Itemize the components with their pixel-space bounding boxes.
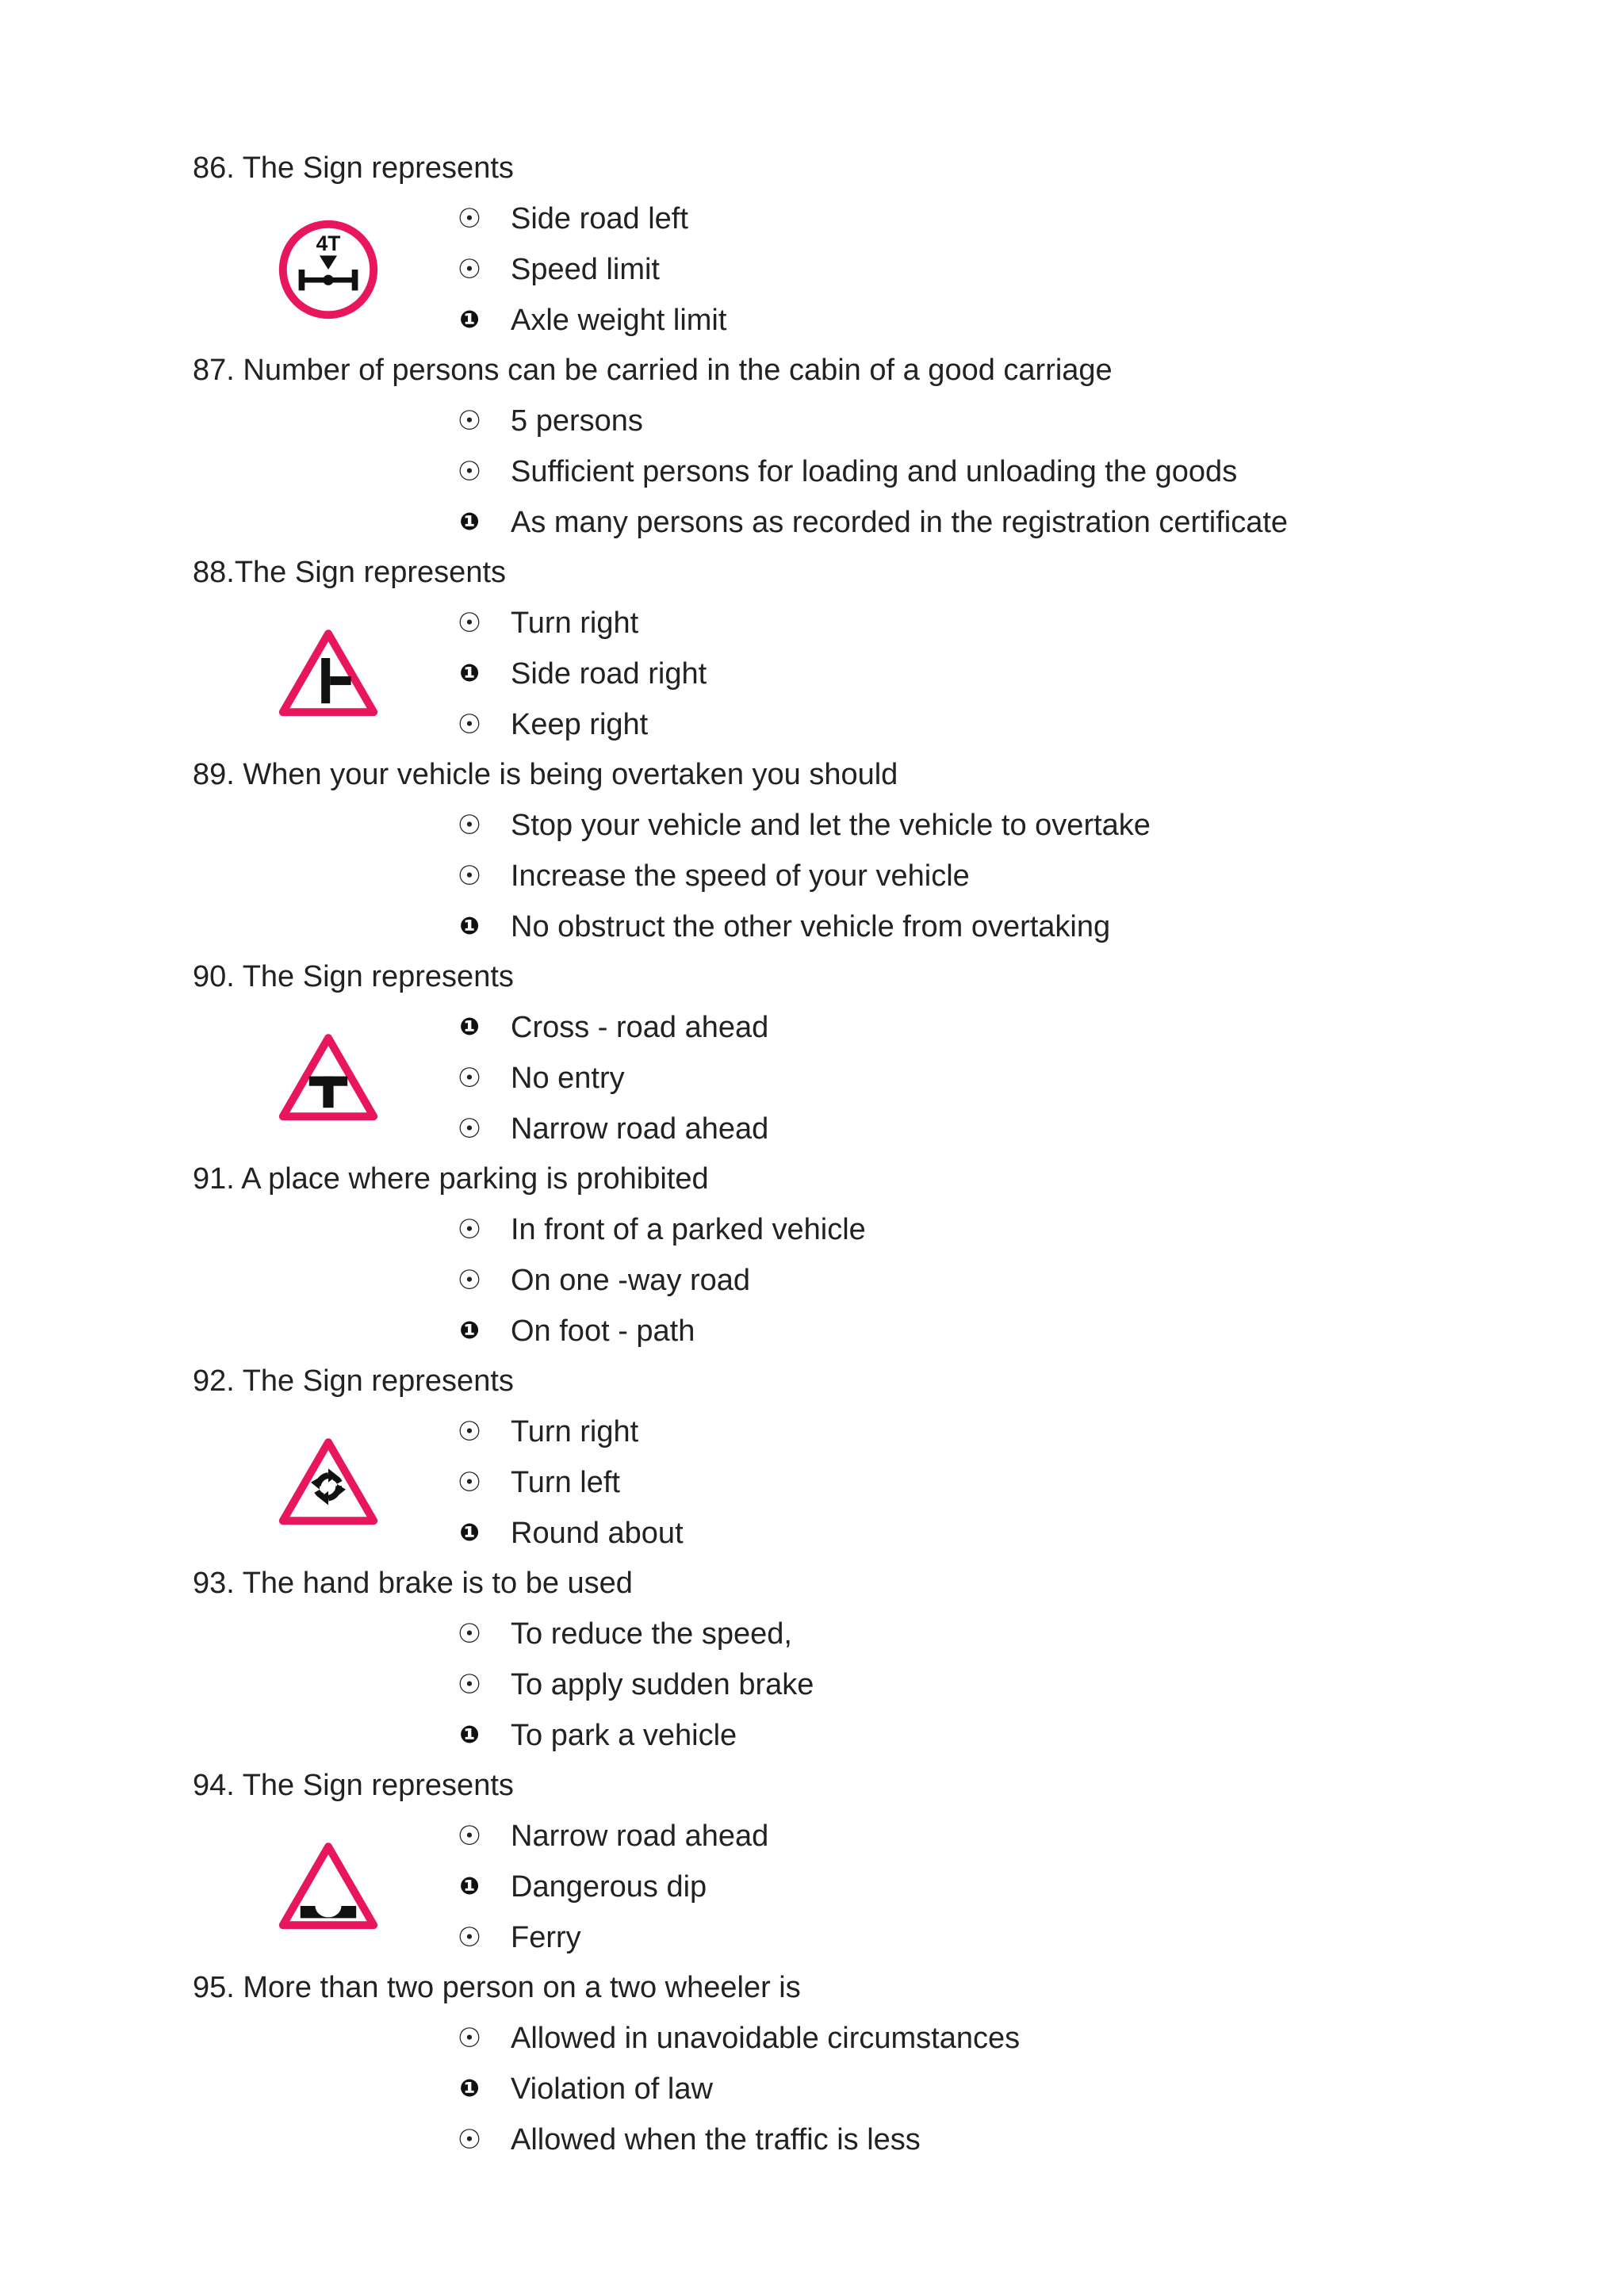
option-text: Allowed in unavoidable circumstances <box>511 2022 1021 2055</box>
option <box>0 453 1624 491</box>
t-intersection-sign <box>276 1027 381 1132</box>
question-text: 88.The Sign represents <box>193 556 507 589</box>
option <box>0 806 1624 844</box>
option-text: As many persons as recorded in the registration certificate <box>511 506 1289 539</box>
option-text: 5 persons <box>511 404 643 438</box>
option-text: Narrow road ahead <box>511 1820 769 1853</box>
option-bullet-icon: ☉ <box>457 1821 482 1851</box>
option-bullet-icon: ☉ <box>457 1923 482 1953</box>
option-text: Allowed when the traffic is less <box>511 2123 921 2156</box>
option-text: Cross - road ahead <box>511 1011 769 1044</box>
axle-weight-limit-sign <box>276 217 381 322</box>
correct-answer-icon: ❶ <box>459 913 480 939</box>
option-bullet-icon: ☉ <box>457 457 482 487</box>
roundabout-sign <box>276 1432 381 1536</box>
option-text: No obstruct the other vehicle from overtaking <box>511 910 1111 943</box>
option <box>0 1261 1624 1299</box>
correct-answer-icon: ❶ <box>459 307 480 333</box>
correct-answer-icon: ❶ <box>459 1873 480 1900</box>
option-text: On one -way road <box>511 1264 751 1297</box>
option-bullet-icon: ☉ <box>457 608 482 638</box>
question-text: 91. A place where parking is prohibited <box>193 1162 709 1196</box>
option-text: Speed limit <box>511 253 660 286</box>
correct-answer-icon: ❶ <box>459 660 480 687</box>
option-text: Stop your vehicle and let the vehicle to overtake <box>511 809 1151 842</box>
option <box>0 706 1624 744</box>
option <box>0 655 1624 693</box>
side-road-right-sign <box>276 623 381 728</box>
question-text: 95. More than two person on a two wheeler is <box>193 1971 801 2004</box>
option-bullet-icon: ☉ <box>457 1468 482 1498</box>
option <box>0 1110 1624 1148</box>
option <box>0 1716 1624 1755</box>
question-text: 93. The hand brake is to be used <box>193 1567 633 1600</box>
option-text: Violation of law <box>511 2072 713 2106</box>
option-bullet-icon: ☉ <box>457 406 482 436</box>
option-text: On foot - path <box>511 1314 695 1348</box>
option <box>0 1312 1624 1350</box>
option <box>0 1464 1624 1502</box>
option-text: Axle weight limit <box>511 304 727 337</box>
option-bullet-icon: ☉ <box>457 2023 482 2053</box>
option-text: Turn right <box>511 607 639 640</box>
question-text: 86. The Sign represents <box>193 151 514 185</box>
option-text: Side road right <box>511 657 707 691</box>
option <box>0 2121 1624 2159</box>
option-bullet-icon: ☉ <box>457 1670 482 1700</box>
question-text: 92. The Sign represents <box>193 1364 514 1398</box>
option-bullet-icon: ☉ <box>457 1215 482 1245</box>
option-bullet-icon: ☉ <box>457 810 482 840</box>
question-text: 87. Number of persons can be carried in the cabin of a good carriage <box>193 354 1113 387</box>
option <box>0 908 1624 946</box>
option-text: In front of a parked vehicle <box>511 1213 866 1246</box>
option <box>0 1868 1624 1906</box>
correct-answer-icon: ❶ <box>459 1520 480 1546</box>
option-bullet-icon: ☉ <box>457 1114 482 1144</box>
option-text: Dangerous dip <box>511 1870 707 1904</box>
option <box>0 503 1624 541</box>
dangerous-dip-sign <box>276 1836 381 1941</box>
correct-answer-icon: ❶ <box>459 2076 480 2102</box>
question-text: 90. The Sign represents <box>193 960 514 993</box>
option-bullet-icon: ☉ <box>457 1063 482 1093</box>
option-bullet-icon: ☉ <box>457 254 482 285</box>
correct-answer-icon: ❶ <box>459 1722 480 1748</box>
option-text: To reduce the speed, <box>511 1617 792 1651</box>
question-text: 94. The Sign represents <box>193 1769 514 1802</box>
option-bullet-icon: ☉ <box>457 204 482 234</box>
option-text: Round about <box>511 1517 684 1550</box>
option-bullet-icon: ☉ <box>457 1265 482 1295</box>
option-text: Turn left <box>511 1466 620 1499</box>
option <box>0 1211 1624 1249</box>
option <box>0 251 1624 289</box>
option-text: To apply sudden brake <box>511 1668 814 1701</box>
option <box>0 1059 1624 1097</box>
question-text: 89. When your vehicle is being overtaken you should <box>193 758 898 791</box>
option-bullet-icon: ☉ <box>457 861 482 891</box>
option <box>0 1413 1624 1451</box>
option-bullet-icon: ☉ <box>457 2125 482 2155</box>
option-text: Ferry <box>511 1921 581 1954</box>
option <box>0 1919 1624 1957</box>
option <box>0 2019 1624 2057</box>
option-text: To park a vehicle <box>511 1719 737 1752</box>
option <box>0 200 1624 238</box>
option <box>0 604 1624 642</box>
option <box>0 1817 1624 1855</box>
correct-answer-icon: ❶ <box>459 1318 480 1344</box>
option-text: Sufficient persons for loading and unloading the goods <box>511 455 1238 488</box>
option-text: Keep right <box>511 708 649 741</box>
option <box>0 1514 1624 1552</box>
correct-answer-icon: ❶ <box>459 1014 480 1040</box>
option <box>0 2070 1624 2108</box>
option-text: No entry <box>511 1062 625 1095</box>
option <box>0 1615 1624 1653</box>
option-bullet-icon: ☉ <box>457 710 482 740</box>
option-text: Side road left <box>511 202 688 235</box>
option-text: Narrow road ahead <box>511 1112 769 1146</box>
option <box>0 402 1624 440</box>
option-text: Increase the speed of your vehicle <box>511 859 970 893</box>
option <box>0 301 1624 339</box>
option-bullet-icon: ☉ <box>457 1417 482 1447</box>
axle-weight-label: 4T <box>316 231 341 255</box>
option-text: Turn right <box>511 1415 639 1448</box>
option-bullet-icon: ☉ <box>457 1619 482 1649</box>
option <box>0 1008 1624 1047</box>
option <box>0 1666 1624 1704</box>
option <box>0 857 1624 895</box>
correct-answer-icon: ❶ <box>459 509 480 535</box>
